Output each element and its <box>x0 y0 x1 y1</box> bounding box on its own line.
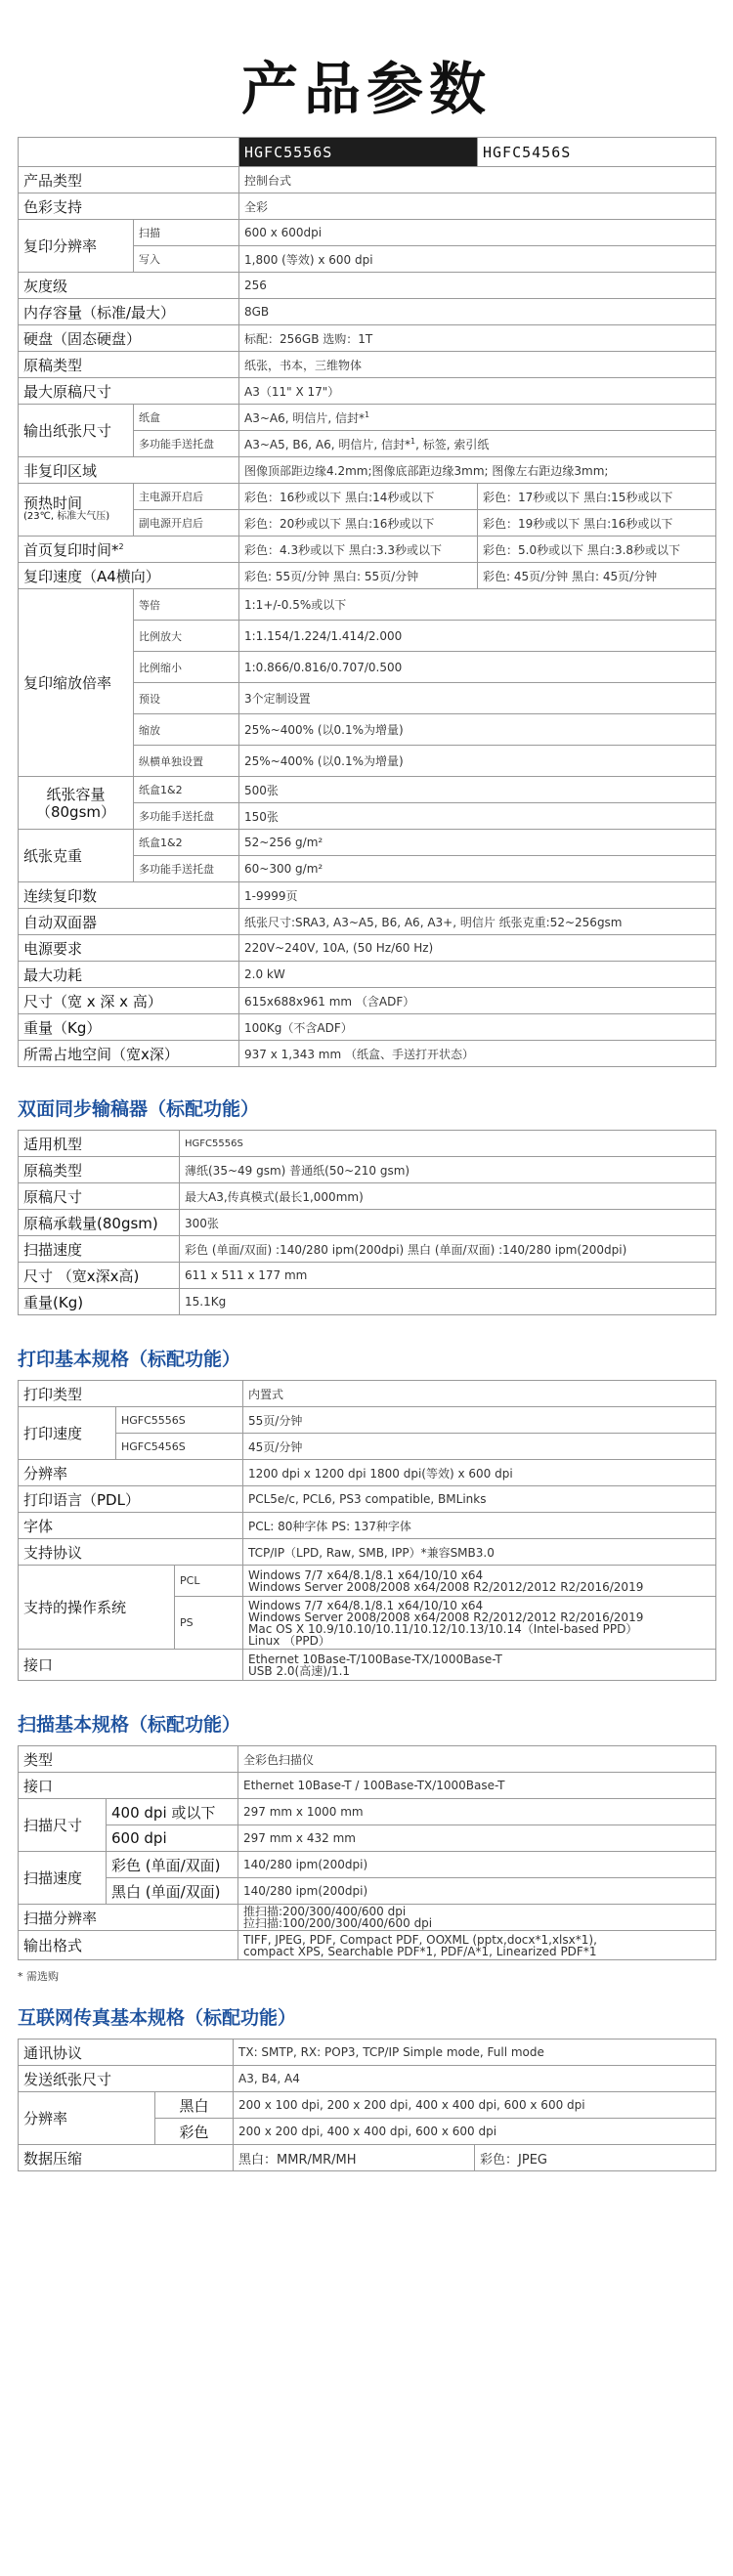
sub-label: PCL <box>175 1566 243 1597</box>
row-label: 类型 <box>19 1746 238 1773</box>
row-label: 打印类型 <box>19 1381 243 1407</box>
row-value: 彩色：16秒或以下 黑白:14秒或以下 <box>239 484 478 510</box>
row-value: 256 <box>239 273 716 299</box>
row-label: 支持协议 <box>19 1539 243 1566</box>
row-value: 150张 <box>239 803 716 830</box>
row-label: 所需占地空间（宽x深） <box>19 1041 239 1067</box>
sub-label: HGFC5556S <box>116 1407 243 1434</box>
sub-label: 纸盒1&2 <box>134 777 239 803</box>
row-value: 15.1Kg <box>180 1289 716 1315</box>
row-label: 自动双面器 <box>19 909 239 935</box>
print-table <box>18 1380 716 1681</box>
row-label: 纸张克重 <box>19 830 134 882</box>
row-value: 1:1.154/1.224/1.414/2.000 <box>239 621 716 652</box>
row-value: 黑白：MMR/MR/MH <box>234 2145 475 2171</box>
row-label: 发送纸张尺寸 <box>19 2066 234 2092</box>
row-label: 重量(Kg) <box>19 1289 180 1315</box>
row-value: Ethernet 10Base-T/100Base-TX/1000Base-T USB 2.0(高速)/1.1 <box>243 1650 716 1681</box>
fax-table <box>18 2039 716 2171</box>
row-label: 扫描速度 <box>19 1236 180 1263</box>
row-label: 首页复印时间*$^2$ <box>19 537 239 563</box>
row-label: 分辨率 <box>19 1460 243 1486</box>
row-label: 复印速度（A4横向） <box>19 563 239 589</box>
row-value: 140/280 ipm(200dpi) <box>238 1878 716 1905</box>
row-value: 1,800 (等效) x 600 dpi <box>239 246 716 273</box>
row-value: 内置式 <box>243 1381 716 1407</box>
row-label: 非复印区域 <box>19 457 239 484</box>
row-value: Windows 7/7 x64/8.1/8.1 x64/10/10 x64 Windows Server 2008/2008 x64/2008 R2/2012/2012 R2/2016/2019 Mac OS X 10.9/10.10/10.11/10.12/10.13/10.14（Intel-based PPD） Linux （PPD） <box>243 1597 716 1650</box>
row-label: 复印缩放倍率 <box>19 589 134 777</box>
row-value: TCP/IP（LPD, Raw, SMB, IPP）*兼容SMB3.0 <box>243 1539 716 1566</box>
row-value: 全彩 <box>239 193 716 220</box>
row-label: 产品类型 <box>19 167 239 193</box>
row-value: 纸张尺寸:SRA3, A3~A5, B6, A6, A3+, 明信片 纸张克重:52~256gsm <box>239 909 716 935</box>
sub-label: 写入 <box>134 246 239 273</box>
row-value: 彩色 (单面/双面) :140/280 ipm(200dpi) 黑白 (单面/双面) :140/280 ipm(200dpi) <box>180 1236 716 1263</box>
sub-label: 黑白 (单面/双面) <box>107 1878 238 1905</box>
row-value: 标配：256GB 选购：1T <box>239 325 716 352</box>
row-value: A3（11" X 17"） <box>239 378 716 405</box>
row-value: 图像顶部距边缘4.2mm;图像底部距边缘3mm; 图像左右距边缘3mm; <box>239 457 716 484</box>
row-label: 纸张容量 （80gsm） <box>19 777 134 830</box>
row-label: 接口 <box>19 1650 243 1681</box>
row-label: 复印分辨率 <box>19 220 134 273</box>
row-label: 打印语言（PDL） <box>19 1486 243 1513</box>
sub-label: 预设 <box>134 683 239 714</box>
row-value: 3个定制设置 <box>239 683 716 714</box>
row-value: 611 x 511 x 177 mm <box>180 1263 716 1289</box>
model-header-2: HGFC5456S <box>478 138 716 167</box>
row-value: 彩色：17秒或以下 黑白:15秒或以下 <box>478 484 716 510</box>
row-value: 8GB <box>239 299 716 325</box>
sub-label: 比例缩小 <box>134 652 239 683</box>
row-label: 连续复印数 <box>19 882 239 909</box>
sub-label: 多功能手送托盘 <box>134 431 239 457</box>
sub-label: 彩色 (单面/双面) <box>107 1852 238 1878</box>
row-label: 色彩支持 <box>19 193 239 220</box>
row-value: 彩色：5.0秒或以下 黑白:3.8秒或以下 <box>478 537 716 563</box>
row-value: 60~300 g/m² <box>239 856 716 882</box>
section-title-fax: 互联网传真基本规格（标配功能） <box>18 2007 297 2029</box>
row-value: 1:0.866/0.816/0.707/0.500 <box>239 652 716 683</box>
row-value: 最大A3,传真模式(最长1,000mm) <box>180 1183 716 1210</box>
row-label: 重量（Kg） <box>19 1014 239 1041</box>
model-header-1: HGFC5556S <box>239 138 478 167</box>
row-value: 45页/分钟 <box>243 1434 716 1460</box>
row-value: 300张 <box>180 1210 716 1236</box>
row-label: 扫描速度 <box>19 1852 107 1905</box>
row-value: 全彩色扫描仪 <box>238 1746 716 1773</box>
row-value: Windows 7/7 x64/8.1/8.1 x64/10/10 x64 Windows Server 2008/2008 x64/2008 R2/2012/2012 R2/2016/2019 <box>243 1566 716 1597</box>
row-value: 500张 <box>239 777 716 803</box>
row-value: 控制台式 <box>239 167 716 193</box>
sub-label: 纵横单独设置 <box>134 746 239 777</box>
row-value: 200 x 200 dpi, 400 x 400 dpi, 600 x 600 dpi <box>234 2119 716 2145</box>
row-value: PCL: 80种字体 PS: 137种字体 <box>243 1513 716 1539</box>
row-value: 薄纸(35~49 gsm) 普通纸(50~210 gsm) <box>180 1157 716 1183</box>
sub-label: 纸盒 <box>134 405 239 431</box>
scan-table <box>18 1745 716 1960</box>
row-label: 打印速度 <box>19 1407 116 1460</box>
main-spec-table <box>18 137 716 1067</box>
row-value: 1-9999页 <box>239 882 716 909</box>
row-value: TIFF, JPEG, PDF, Compact PDF, OOXML (pptx,docx*1,xlsx*1), compact XPS, Searchable PDF*1, PDF/A*1, Linearized PDF*1 <box>238 1931 716 1960</box>
row-label: 原稿类型 <box>19 1157 180 1183</box>
sub-label: 600 dpi <box>107 1825 238 1852</box>
row-label: 硬盘（固态硬盘） <box>19 325 239 352</box>
sub-label: 缩放 <box>134 714 239 746</box>
sub-label: 多功能手送托盘 <box>134 856 239 882</box>
row-label: 电源要求 <box>19 935 239 962</box>
row-value: 25%~400% (以0.1%为增量) <box>239 714 716 746</box>
row-label: 分辨率 <box>19 2092 155 2145</box>
row-label: 扫描分辨率 <box>19 1905 238 1931</box>
row-label: 数据压缩 <box>19 2145 234 2171</box>
row-value: 2.0 kW <box>239 962 716 988</box>
row-label: 最大功耗 <box>19 962 239 988</box>
row-label: 输出格式 <box>19 1931 238 1960</box>
row-value: 推扫描:200/300/400/600 dpi 拉扫描:100/200/300/400/600 dpi <box>238 1905 716 1931</box>
row-value: 1:1+/-0.5%或以下 <box>239 589 716 621</box>
row-value: 220V~240V, 10A, (50 Hz/60 Hz) <box>239 935 716 962</box>
sub-label: 纸盒1&2 <box>134 830 239 856</box>
sub-label: 400 dpi 或以下 <box>107 1799 238 1825</box>
sub-label: 比例放大 <box>134 621 239 652</box>
footnote: * 需选购 <box>18 1970 59 1983</box>
row-value: 615x688x961 mm （含ADF） <box>239 988 716 1014</box>
sub-label: 彩色 <box>155 2119 234 2145</box>
adf-table <box>18 1130 716 1315</box>
row-label: 接口 <box>19 1773 238 1799</box>
sub-label: PS <box>175 1597 243 1650</box>
section-title-print: 打印基本规格（标配功能） <box>18 1349 241 1370</box>
row-value: 600 x 600dpi <box>239 220 716 246</box>
row-label: 适用机型 <box>19 1131 180 1157</box>
row-label: 输出纸张尺寸 <box>19 405 134 457</box>
row-value: 1200 dpi x 1200 dpi 1800 dpi(等效) x 600 dpi <box>243 1460 716 1486</box>
row-label: 通讯协议 <box>19 2039 234 2066</box>
row-label: 最大原稿尺寸 <box>19 378 239 405</box>
row-value: A3, B4, A4 <box>234 2066 716 2092</box>
row-value: 彩色：JPEG <box>475 2145 716 2171</box>
row-label: 原稿类型 <box>19 352 239 378</box>
row-label: 扫描尺寸 <box>19 1799 107 1852</box>
sub-label: HGFC5456S <box>116 1434 243 1460</box>
row-value: 200 x 100 dpi, 200 x 200 dpi, 400 x 400 dpi, 600 x 600 dpi <box>234 2092 716 2119</box>
row-value: 彩色：4.3秒或以下 黑白:3.3秒或以下 <box>239 537 478 563</box>
page-title: 产品参数 <box>240 56 492 122</box>
row-value: 297 mm x 432 mm <box>238 1825 716 1852</box>
row-value: 彩色: 45页/分钟 黑白: 45页/分钟 <box>478 563 716 589</box>
row-value: HGFC5556S <box>180 1131 716 1157</box>
row-value: 彩色: 55页/分钟 黑白: 55页/分钟 <box>239 563 478 589</box>
row-value: 140/280 ipm(200dpi) <box>238 1852 716 1878</box>
row-label: 尺寸 （宽x深x高) <box>19 1263 180 1289</box>
sub-label: 等倍 <box>134 589 239 621</box>
row-value: 彩色：20秒或以下 黑白:16秒或以下 <box>239 510 478 537</box>
row-label: 支持的操作系统 <box>19 1566 175 1650</box>
row-value: Ethernet 10Base-T / 100Base-TX/1000Base-T <box>238 1773 716 1799</box>
row-value: 彩色：19秒或以下 黑白:16秒或以下 <box>478 510 716 537</box>
row-label: 内存容量（标准/最大） <box>19 299 239 325</box>
sub-label: 黑白 <box>155 2092 234 2119</box>
row-label: 灰度级 <box>19 273 239 299</box>
row-value: 297 mm x 1000 mm <box>238 1799 716 1825</box>
row-value: 937 x 1,343 mm （纸盒、手送打开状态） <box>239 1041 716 1067</box>
row-value: 55页/分钟 <box>243 1407 716 1434</box>
row-label: 尺寸（宽 x 深 x 高） <box>19 988 239 1014</box>
row-value: 52~256 g/m² <box>239 830 716 856</box>
row-value: A3~A5, B6, A6, 明信片, 信封*$^1$, 标签, 索引纸 <box>239 431 716 457</box>
sub-label: 主电源开启后 <box>134 484 239 510</box>
row-value: A3~A6, 明信片, 信封*$^1$ <box>239 405 716 431</box>
row-label: 预热时间 (23℃, 标准大气压) <box>19 484 134 537</box>
row-label: 原稿尺寸 <box>19 1183 180 1210</box>
row-label: 字体 <box>19 1513 243 1539</box>
row-value: TX: SMTP, RX: POP3, TCP/IP Simple mode, Full mode <box>234 2039 716 2066</box>
row-value: 纸张，书本，三维物体 <box>239 352 716 378</box>
sub-label: 扫描 <box>134 220 239 246</box>
row-value: PCL5e/c, PCL6, PS3 compatible, BMLinks <box>243 1486 716 1513</box>
row-value: 25%~400% (以0.1%为增量) <box>239 746 716 777</box>
sub-label: 副电源开启后 <box>134 510 239 537</box>
section-title-adf: 双面同步输稿器（标配功能） <box>18 1098 260 1120</box>
row-value: 100Kg（不含ADF） <box>239 1014 716 1041</box>
section-title-scan: 扫描基本规格（标配功能） <box>18 1714 241 1736</box>
row-label: 原稿承载量(80gsm) <box>19 1210 180 1236</box>
sub-label: 多功能手送托盘 <box>134 803 239 830</box>
